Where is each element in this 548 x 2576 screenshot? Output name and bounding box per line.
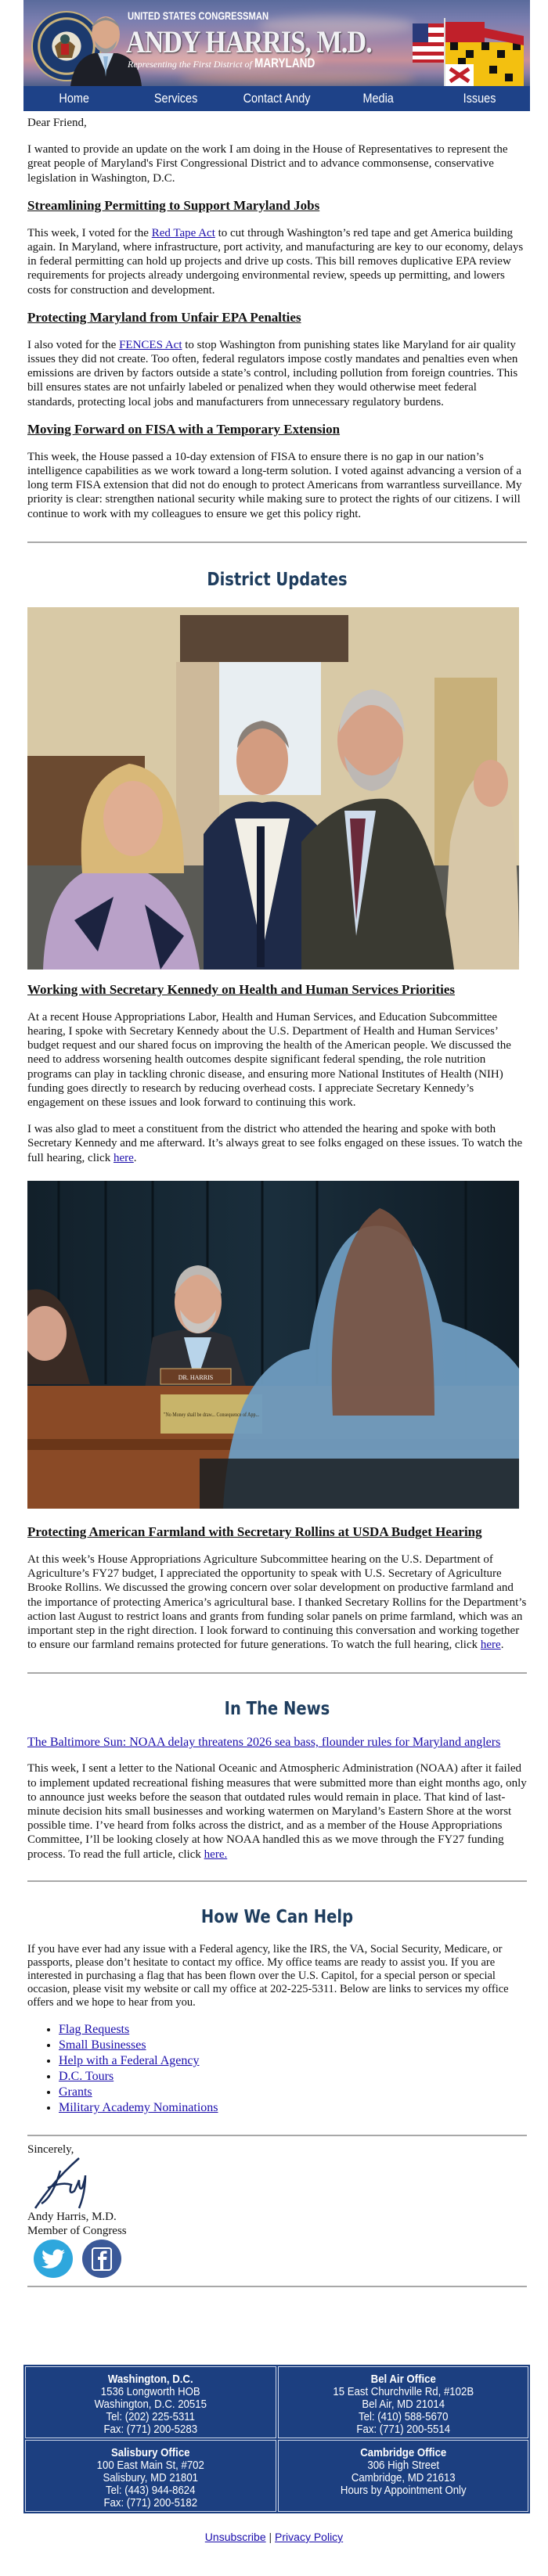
facebook-icon[interactable] — [82, 2240, 121, 2278]
section-heading-epa: Protecting Maryland from Unfair EPA Penalties — [27, 309, 301, 325]
signer-name: Andy Harris, M.D. — [27, 2210, 117, 2223]
newsletter — [23, 0, 530, 2287]
in-the-news-title: In The News — [224, 1699, 330, 1720]
footer — [0, 2531, 548, 2543]
twitter-icon[interactable] — [34, 2240, 73, 2278]
appropriations-plaque-text: "No Money shall be draw... Consequence of App... — [164, 1411, 260, 1418]
footer-separator: | — [269, 2531, 272, 2543]
kennedy-photo — [27, 607, 519, 970]
help-paragraph: If you have ever had any issue with a Federal agency, like the IRS, the VA, Social Security, Medicare, or passports, please don’t hesitate to contact my office. My office teams are ready to assist you. If you are interested in purchasing a flag that has been flown over the U.S. Capitol, for a special person or special occasion, please visit my website or call my office at 202-225-5311. Below are links to services my office offers and we hope to hear from you. — [27, 1942, 509, 2009]
small-businesses-link[interactable]: Small Businesses — [59, 2038, 146, 2052]
intro-paragraph: I wanted to provide an update on the work I am doing in the House of Representatives to represent the great people of Maryland's First Congressional District and to advance commonsense, conservative legislation in Washington, D.C. — [27, 143, 508, 185]
office-locations-table — [23, 2365, 530, 2513]
list-item — [59, 2038, 527, 2053]
federal-agency-help-link[interactable]: Help with a Federal Agency — [59, 2053, 200, 2067]
section-paragraph-fisa: This week, the House passed a 10-day extension of FISA to ensure there is no gap in our nation’s intelligence capabilities as we work toward a long-term solution. I voted against advancing a version of a long term FISA extension that did not do enough to protect Americans from warrantless surveillance. My priority is clear: strengthen national security while making sure to protect the rights of our citizens. I will continue to work with my colleagues to ensure we get this policy right. — [27, 450, 522, 520]
kennedy-hearing-link[interactable]: here — [113, 1151, 134, 1164]
nav-services[interactable]: Services — [153, 91, 197, 106]
nav-home[interactable]: Home — [59, 91, 89, 106]
divider — [27, 2286, 527, 2287]
banner-top-line: UNITED STATES CONGRESSMAN — [128, 9, 269, 22]
office-salisbury: Salisbury Office 100 East Main St, #702 Salisbury, MD 21801 Tel: (443) 944-8624 Fax: (771) 200-5182 — [25, 2440, 276, 2512]
header-banner — [23, 0, 530, 86]
news-paragraph: This week, I sent a letter to the National Oceanic and Atmospheric Administration (NOAA) after it failed to implement updated recreational fishing measures that were submitted more than eight months ago, only to announce just weeks before the season that outdated rules would remain in place. That kind of last-minute decision hits small businesses and working watermen on Maryland’s Eastern Shore at the worst possible time. I’ve heard from folks across the district, and as a member of the House Appropriations Committee, I’ll be looking closely at how NOAA handled this as we move through the FY27 funding process. To read the full article, click here. — [27, 1762, 527, 1861]
list-item — [59, 2022, 527, 2038]
full-article-link[interactable]: here. — [204, 1847, 228, 1861]
kennedy-paragraph-2: I was also glad to meet a constituent from the district who attended the hearing and spoke with both Secretary Kennedy and me afterward. It’s always great to see folks engaged on these issues. To watch the full hearing, click here. — [27, 1123, 523, 1164]
section-paragraph-permitting: This week, I voted for the Red Tape Act to cut through Washington’s red tape and get America building again. In Maryland, where infrastructure, port activity, and manufacturing are key to our economy, delays in federal permitting can hold up projects and drive up costs. This bill removes duplicative EPA review requirements for projects already undergoing environmental review, speeds up permitting, and lowers costs for construction and development. — [27, 226, 524, 297]
section-heading-fisa: Moving Forward on FISA with a Temporary Extension — [27, 421, 341, 437]
newsletter-body — [23, 116, 527, 2287]
list-item — [59, 2053, 527, 2069]
kennedy-paragraph-1: At a recent House Appropriations Labor, Health and Human Services, and Education Subcommittee hearing, I spoke with Secretary Kennedy about the U.S. Department of Health and Human Services’ budget request and our shared focus on improving the health of the American people. We discussed the need to address worsening health outcomes despite significant federal spending, the role nutrition programs can play in tackling chronic disease, and ensuring more National Institutes of Health (NIH) funding goes directly to research by reducing overhead costs. I appreciate Secretary Kennedy’s engagement on these issues and look forward to continuing this work. — [27, 1010, 511, 1110]
grants-link[interactable]: Grants — [59, 2085, 92, 2099]
rollins-paragraph: At this week’s House Appropriations Agriculture Subcommittee hearing on the U.S. Department of Agriculture’s FY27 budget, I appreciated the opportunity to speak with U.S. Secretary of Agriculture Brooke Rollins. We discussed the growing concern over solar development on productive farmland and the importance of protecting America’s agricultural base. I thanked Secretary Rollins for the Department’s action last August to restrict loans and grants from funding solar panels on prime farmland, which was an important step in the right direction. I look forward to continuing this conversation and working together to ensure our farmland remains protected for future generations. To watch the full hearing, click here. — [27, 1552, 527, 1652]
nav-media[interactable]: Media — [362, 91, 394, 106]
divider — [27, 2135, 527, 2136]
office-washington: Washington, D.C. 1536 Longworth HOB Washington, D.C. 20515 Tel: (202) 225-5311 Fax: (771) 200-5283 — [25, 2366, 276, 2438]
greeting: Dear Friend, — [27, 117, 87, 129]
closing: Sincerely, — [27, 2142, 74, 2156]
fences-act-link[interactable]: FENCES Act — [119, 338, 182, 351]
divider — [27, 1880, 527, 1882]
list-item — [59, 2100, 527, 2116]
rollins-heading: Protecting American Farmland with Secretary Rollins at USDA Budget Hearing — [27, 1524, 482, 1539]
dc-tours-link[interactable]: D.C. Tours — [59, 2069, 114, 2083]
list-item — [59, 2069, 527, 2085]
banner-name: ANDY HARRIS, M.D. — [126, 24, 372, 59]
privacy-policy-link[interactable]: Privacy Policy — [275, 2531, 344, 2543]
how-we-can-help-title: How We Can Help — [200, 1906, 354, 1927]
red-tape-act-link[interactable]: Red Tape Act — [151, 226, 215, 239]
rollins-hearing-link[interactable]: here — [480, 1639, 501, 1652]
district-updates-title: District Updates — [207, 569, 348, 590]
flags-image — [411, 14, 528, 86]
signer-title: Member of Congress — [27, 2225, 127, 2238]
flag-requests-link[interactable]: Flag Requests — [59, 2022, 130, 2036]
section-heading-permitting: Streamlining Permitting to Support Maryland Jobs — [27, 197, 320, 213]
usda-hearing-photo — [27, 1181, 519, 1509]
divider — [27, 541, 527, 543]
kennedy-heading: Working with Secretary Kennedy on Health and Human Services Priorities — [27, 981, 456, 997]
office-cambridge: Cambridge Office 306 High Street Cambridge, MD 21613 Hours by Appointment Only — [278, 2440, 529, 2512]
military-academy-nominations-link[interactable]: Military Academy Nominations — [59, 2100, 218, 2114]
banner-subtitle: Representing the First District of MARYLAND — [128, 56, 315, 70]
office-bel-air: Bel Air Office 15 East Churchville Rd, #102B Bel Air, MD 21014 Tel: (410) 588-5670 Fax: (771) 200-5514 — [278, 2366, 529, 2438]
nav-contact-andy[interactable]: Contact Andy — [243, 91, 311, 106]
section-paragraph-epa: I also voted for the FENCES Act to stop Washington from punishing states like Maryland for air quality issues they did not create. Too often, federal regulators impose costly mandates and penalties even when emissions are driven by factors outside a state’s control, including pollution from foreign countries. This bill ensures states are not unfairly labeled or penalized when they would otherwise meet federal standards, protecting local jobs and manufacturers from unnecessary regulatory burdens. — [27, 338, 518, 408]
divider — [27, 1672, 527, 1674]
nav-issues[interactable]: Issues — [463, 91, 496, 106]
baltimore-sun-article-link[interactable]: The Baltimore Sun: NOAA delay threatens 2026 sea bass, flounder rules for Maryland anglers — [27, 1736, 501, 1750]
name-placard: DR. HARRIS — [178, 1373, 214, 1381]
services-list — [27, 2022, 527, 2116]
list-item — [59, 2085, 527, 2100]
main-nav — [23, 86, 530, 111]
signature-image — [31, 2157, 101, 2210]
unsubscribe-link[interactable]: Unsubscribe — [204, 2531, 266, 2543]
